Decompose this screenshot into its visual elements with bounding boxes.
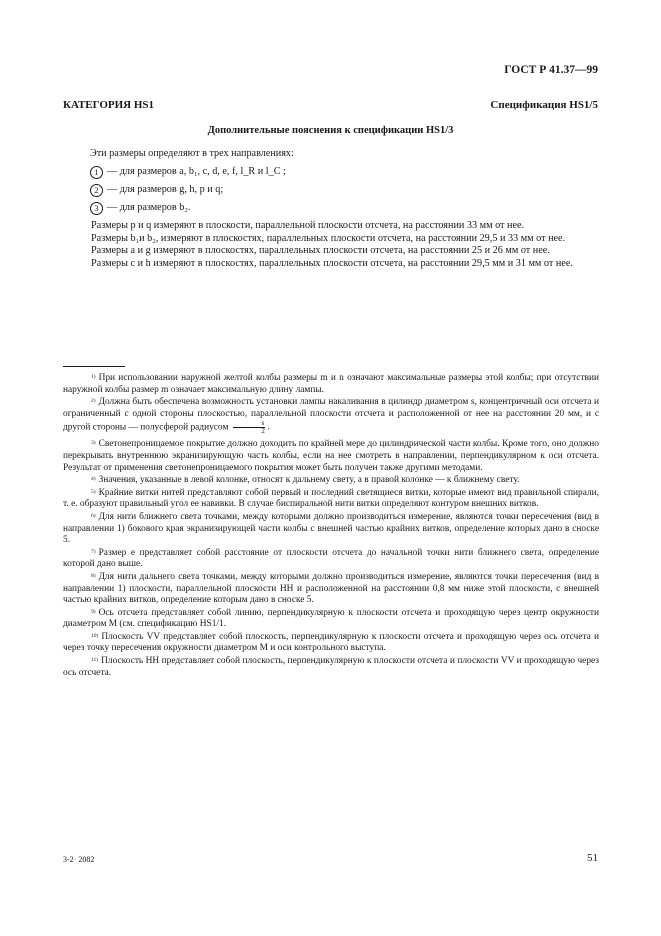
category-heading: КАТЕГОРИЯ HS1 — [63, 99, 155, 111]
intro-text: Эти размеры определяют в трех направлениях: — [90, 148, 294, 159]
circled-number: 2 — [90, 184, 103, 197]
footnote: $^{6)}$ Для нити ближнего света точками, между которыми должно производиться измерение, являются точки пересечения (вид в направлении 1) бокового края экранизирующей части колбы с внешней частью крайних витков, определение которых дано в сноске 5. — [63, 511, 599, 546]
paragraph: Размеры a и g измеряют в плоскостях, параллельных плоскости отсчета, на расстоянии 25 и 26 мм от нее. — [91, 245, 550, 257]
direction-text: — для размеров g, h, p и q; — [107, 184, 224, 195]
footnotes — [63, 373, 599, 679]
paragraph: Размеры p и q измеряют в плоскости, параллельной плоскости отсчета, на расстоянии 33 мм от нее. — [91, 220, 525, 231]
paragraph: Размеры b₁и b₂, измеряют в плоскостях, параллельных плоскости отсчета, на расстоянии 29,5 и 33 мм от нее. — [91, 232, 566, 244]
direction-2 — [90, 184, 223, 197]
footnote: $^{11)}$ Плоскость HH представляет собой плоскость, перпендикулярную к плоскости отсчета и плоскости VV и проходящую через ось отсчета. — [63, 656, 599, 678]
section-title: Дополнительные пояснения к спецификации HS1/3 — [207, 125, 454, 136]
circled-number: 1 — [90, 166, 103, 179]
page-number: 51 — [587, 852, 598, 864]
footnote: $^{7)}$ Размер e представляет собой расстояние от плоскости отсчета до начальной точки нити ближнего света, определение которой дано выше. — [63, 547, 599, 570]
direction-3 — [90, 202, 190, 215]
footnote: $^{9)}$ Ось отсчета представляет собой линию, перпендикулярную к плоскости отсчета и проходящую через центр окружности диаметром M (см. спецификацию HS1/1. — [63, 607, 599, 630]
circled-number: 3 — [90, 202, 103, 215]
spec-heading: Спецификация HS1/5 — [490, 99, 598, 111]
footnote: $^{4)}$ Значения, указанные в левой колонке, относят к дальнему свету, а в правой колонке — к ближнему свету. — [91, 475, 520, 486]
footnote: $^{1)}$ При использовании наружной желтой колбы размеры m и n означают максимальные размеры этой колбы; при отсутствии наружной колбы размер m означает максимальную длину лампы. — [63, 373, 599, 395]
footnote: $^{8)}$ Для нити дальнего света точками, между которыми должно производиться измерение, являются точки пересечения (вид в направлении 1) плоскости, параллельной плоскости HH и расположенной на расстоянии 0,8 мм ниже этой плоскости, с внешней частью крайних витков, определение которым дано в сноске 5. — [63, 571, 599, 606]
direction-text: — для размеров a, b₁, c, d, e, f, l_R и l_C ; — [107, 166, 286, 177]
print-code: 3-2· 2082 — [63, 855, 95, 864]
direction-text: — для размеров b₂. — [107, 202, 191, 213]
measurement-paragraphs — [63, 220, 599, 270]
paragraph: Размеры c и h измеряют в плоскостях, параллельных плоскости отсчета, на расстоянии 29,5 мм и 31 мм от нее. — [91, 257, 573, 269]
footnote-separator — [63, 366, 125, 367]
direction-1 — [90, 166, 286, 179]
footnote: $^{5)}$ Крайние витки нитей представляют собой первый и последний светящиеся витки, которые имеют вид правильной спирали, т. е. образуют правильный угол ее навивки. В случае биспиральной нити витки определяют контуром внешних витков. — [63, 487, 599, 510]
footnote: $^{2)}$ Должна быть обеспечена возможность установки лампы накаливания в цилиндр диаметром s, концентричный оси отсчета и ограниченный с одной стороны плоскостью, параллельной плоскости отсчета и расположенной от нее на расстоянии 20 мм, и с другой стороны — полусферой радиусом $\frac{s}{2}$ . — [63, 397, 599, 436]
footnote: $^{3)}$ Светонепроницаемое покрытие должно доходить по крайней мере до цилиндрической части колбы. Кроме того, оно должно перекрывать внутреннюю экранизирующую часть колбы, если на нее смотреть в направлении, перпендикулярном к оси отсчета. Результат от применения светонепроницаемого покрытия может быть получен также другими методами. — [63, 439, 599, 473]
footnote: $^{10)}$ Плоскость VV представляет собой плоскость, перпендикулярную к плоскости отсчета и проходящую через ось отсчета и через точку пересечения окружности диаметром M и оси контрольного выступа. — [63, 631, 599, 654]
standard-number: ГОСТ Р 41.37—99 — [504, 64, 598, 76]
fraction: $\frac{s}{2}$ — [233, 420, 266, 435]
